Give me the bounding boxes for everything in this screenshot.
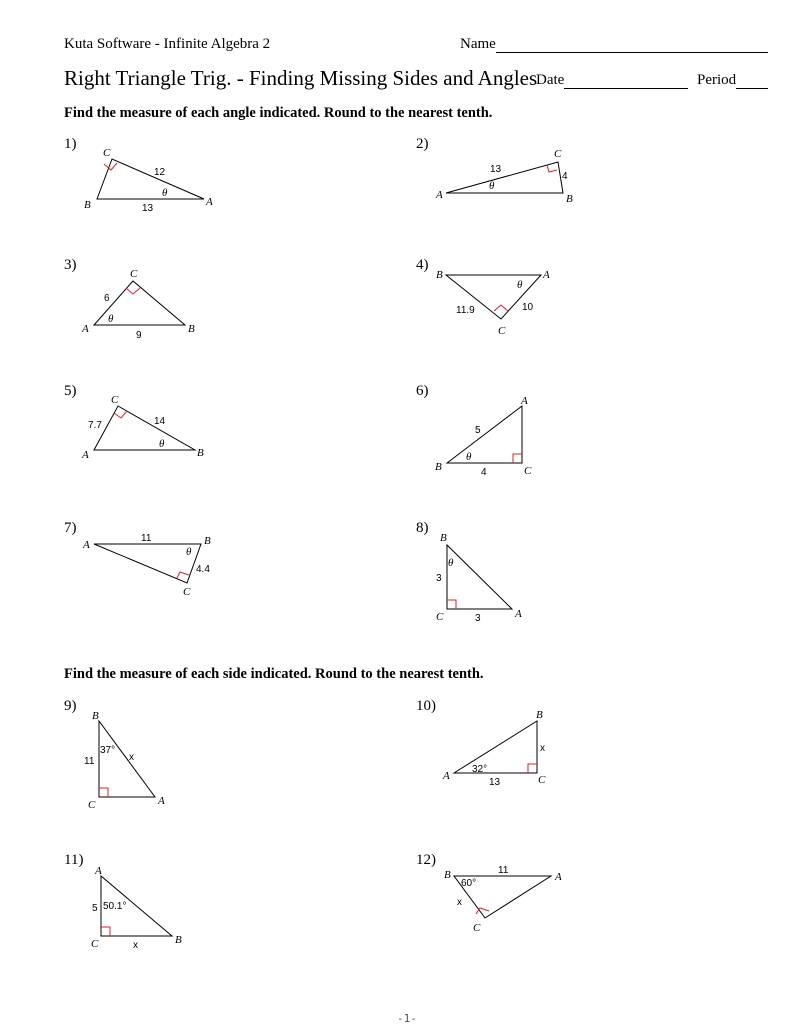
triangle-10 xyxy=(454,721,537,773)
p3-side-ac: 6 xyxy=(104,293,110,304)
right-angle-marker-3 xyxy=(126,288,140,294)
p6-side-bc: 4 xyxy=(481,467,487,478)
problem-12-number: 12) xyxy=(416,852,436,868)
p6-vertex-b: B xyxy=(435,461,442,473)
date-label: Date xyxy=(536,72,565,88)
page-number: -1- xyxy=(397,1012,417,1025)
p8-side-bc: 3 xyxy=(436,573,442,584)
p2-vertex-c: C xyxy=(554,148,562,160)
problem-8-number: 8) xyxy=(416,520,429,536)
right-angle-marker-11 xyxy=(101,927,110,936)
p12-vertex-a: A xyxy=(555,871,562,883)
p7-side-bc: 4.4 xyxy=(196,564,210,575)
p9-side-bc: 11 xyxy=(84,756,95,767)
p10-angle: 32° xyxy=(472,764,488,775)
angles-instruction: Find the measure of each angle indicated. Round to the nearest tenth. xyxy=(64,105,493,121)
p10-vertex-b: B xyxy=(536,709,543,721)
sides-instruction: Find the measure of each side indicated. Round to the nearest tenth. xyxy=(64,666,484,682)
p10-vertex-a: A xyxy=(443,770,450,782)
p2-theta: θ xyxy=(489,180,495,192)
p4-theta: θ xyxy=(517,279,523,291)
p1-vertex-c: C xyxy=(103,147,111,159)
right-angle-marker-9 xyxy=(99,788,108,797)
p12-side-ba: 11 xyxy=(498,865,509,876)
problem-3-number: 3) xyxy=(64,257,77,273)
p12-side-x: x xyxy=(457,897,462,908)
p10-vertex-c: C xyxy=(538,774,546,786)
problem-7-number: 7) xyxy=(64,520,77,536)
page-title: Right Triangle Trig. - Finding Missing Sides and Angles xyxy=(64,66,538,90)
p2-side-ac: 13 xyxy=(490,164,502,175)
p11-vertex-c: C xyxy=(91,938,99,950)
p7-vertex-a: A xyxy=(83,539,90,551)
p7-vertex-c: C xyxy=(183,586,191,598)
p12-vertex-b: B xyxy=(444,869,451,881)
p8-vertex-c: C xyxy=(436,611,444,623)
right-angle-marker-8 xyxy=(447,600,456,609)
p4-side-bc: 11.9 xyxy=(456,305,475,316)
p1-theta: θ xyxy=(162,187,168,199)
right-angle-marker-5 xyxy=(114,411,127,418)
triangle-6 xyxy=(447,406,522,463)
p12-vertex-c: C xyxy=(473,922,481,934)
problem-1-number: 1) xyxy=(64,136,77,152)
p6-side-ba: 5 xyxy=(475,425,481,436)
p12-angle: 60° xyxy=(461,878,477,889)
period-label: Period xyxy=(697,72,737,88)
p5-side-ac: 7.7 xyxy=(88,420,102,431)
p11-side-ac: 5 xyxy=(92,903,98,914)
p5-vertex-b: B xyxy=(197,447,204,459)
p9-vertex-c: C xyxy=(88,799,96,811)
p11-vertex-b: B xyxy=(175,934,182,946)
problem-11-number: 11) xyxy=(64,852,84,868)
p2-side-cb: 4 xyxy=(562,171,568,182)
triangle-2 xyxy=(446,162,563,193)
p10-side-x: x xyxy=(540,743,545,754)
right-angle-marker-10 xyxy=(528,764,537,773)
p5-side-cb: 14 xyxy=(154,416,166,427)
p3-side-ab: 9 xyxy=(136,330,142,341)
p8-vertex-a: A xyxy=(515,608,522,620)
p9-side-x: x xyxy=(129,752,134,763)
p7-side-ab: 11 xyxy=(141,533,152,544)
problem-9-number: 9) xyxy=(64,698,77,714)
p4-vertex-a: A xyxy=(543,269,550,281)
name-label: Name xyxy=(460,36,496,52)
problem-6-number: 6) xyxy=(416,383,429,399)
triangle-8 xyxy=(447,545,512,609)
p6-vertex-a: A xyxy=(521,395,528,407)
p6-theta: θ xyxy=(466,451,472,463)
p4-vertex-c: C xyxy=(498,325,506,337)
p5-vertex-a: A xyxy=(82,449,89,461)
p3-vertex-a: A xyxy=(82,323,89,335)
right-angle-marker-4 xyxy=(494,305,508,311)
p11-vertex-a: A xyxy=(95,865,102,877)
p2-vertex-a: A xyxy=(436,189,443,201)
p5-vertex-c: C xyxy=(111,394,119,406)
p1-side-ba: 13 xyxy=(142,203,154,214)
p9-angle: 37° xyxy=(100,745,116,756)
p1-vertex-b: B xyxy=(84,199,91,211)
p5-theta: θ xyxy=(159,438,165,450)
p10-side-ac: 13 xyxy=(489,777,501,788)
p9-vertex-b: B xyxy=(92,710,99,722)
p3-vertex-b: B xyxy=(188,323,195,335)
triangle-1 xyxy=(97,159,204,199)
p1-side-ca: 12 xyxy=(154,167,166,178)
right-angle-marker-7 xyxy=(177,572,189,578)
right-angle-marker-6 xyxy=(513,454,522,463)
p2-vertex-b: B xyxy=(566,193,573,205)
p3-vertex-c: C xyxy=(130,268,138,280)
problem-10-number: 10) xyxy=(416,698,436,714)
p3-theta: θ xyxy=(108,313,114,325)
p6-vertex-c: C xyxy=(524,465,532,477)
p7-vertex-b: B xyxy=(204,535,211,547)
triangle-5 xyxy=(94,406,195,450)
p1-vertex-a: A xyxy=(206,196,213,208)
p8-side-ca: 3 xyxy=(475,613,481,624)
problem-4-number: 4) xyxy=(416,257,429,273)
triangle-7 xyxy=(94,544,201,583)
p11-side-x: x xyxy=(133,940,138,951)
p9-vertex-a: A xyxy=(158,795,165,807)
p4-vertex-b: B xyxy=(436,269,443,281)
publisher-label: Kuta Software - Infinite Algebra 2 xyxy=(64,36,271,52)
problem-2-number: 2) xyxy=(416,136,429,152)
problem-5-number: 5) xyxy=(64,383,77,399)
p11-angle: 50.1° xyxy=(103,901,127,912)
triangle-9 xyxy=(99,721,155,797)
p4-side-ac: 10 xyxy=(522,302,534,313)
p7-theta: θ xyxy=(186,546,192,558)
right-angle-marker-2 xyxy=(547,165,557,172)
p8-theta: θ xyxy=(448,557,454,569)
p8-vertex-b: B xyxy=(440,532,447,544)
